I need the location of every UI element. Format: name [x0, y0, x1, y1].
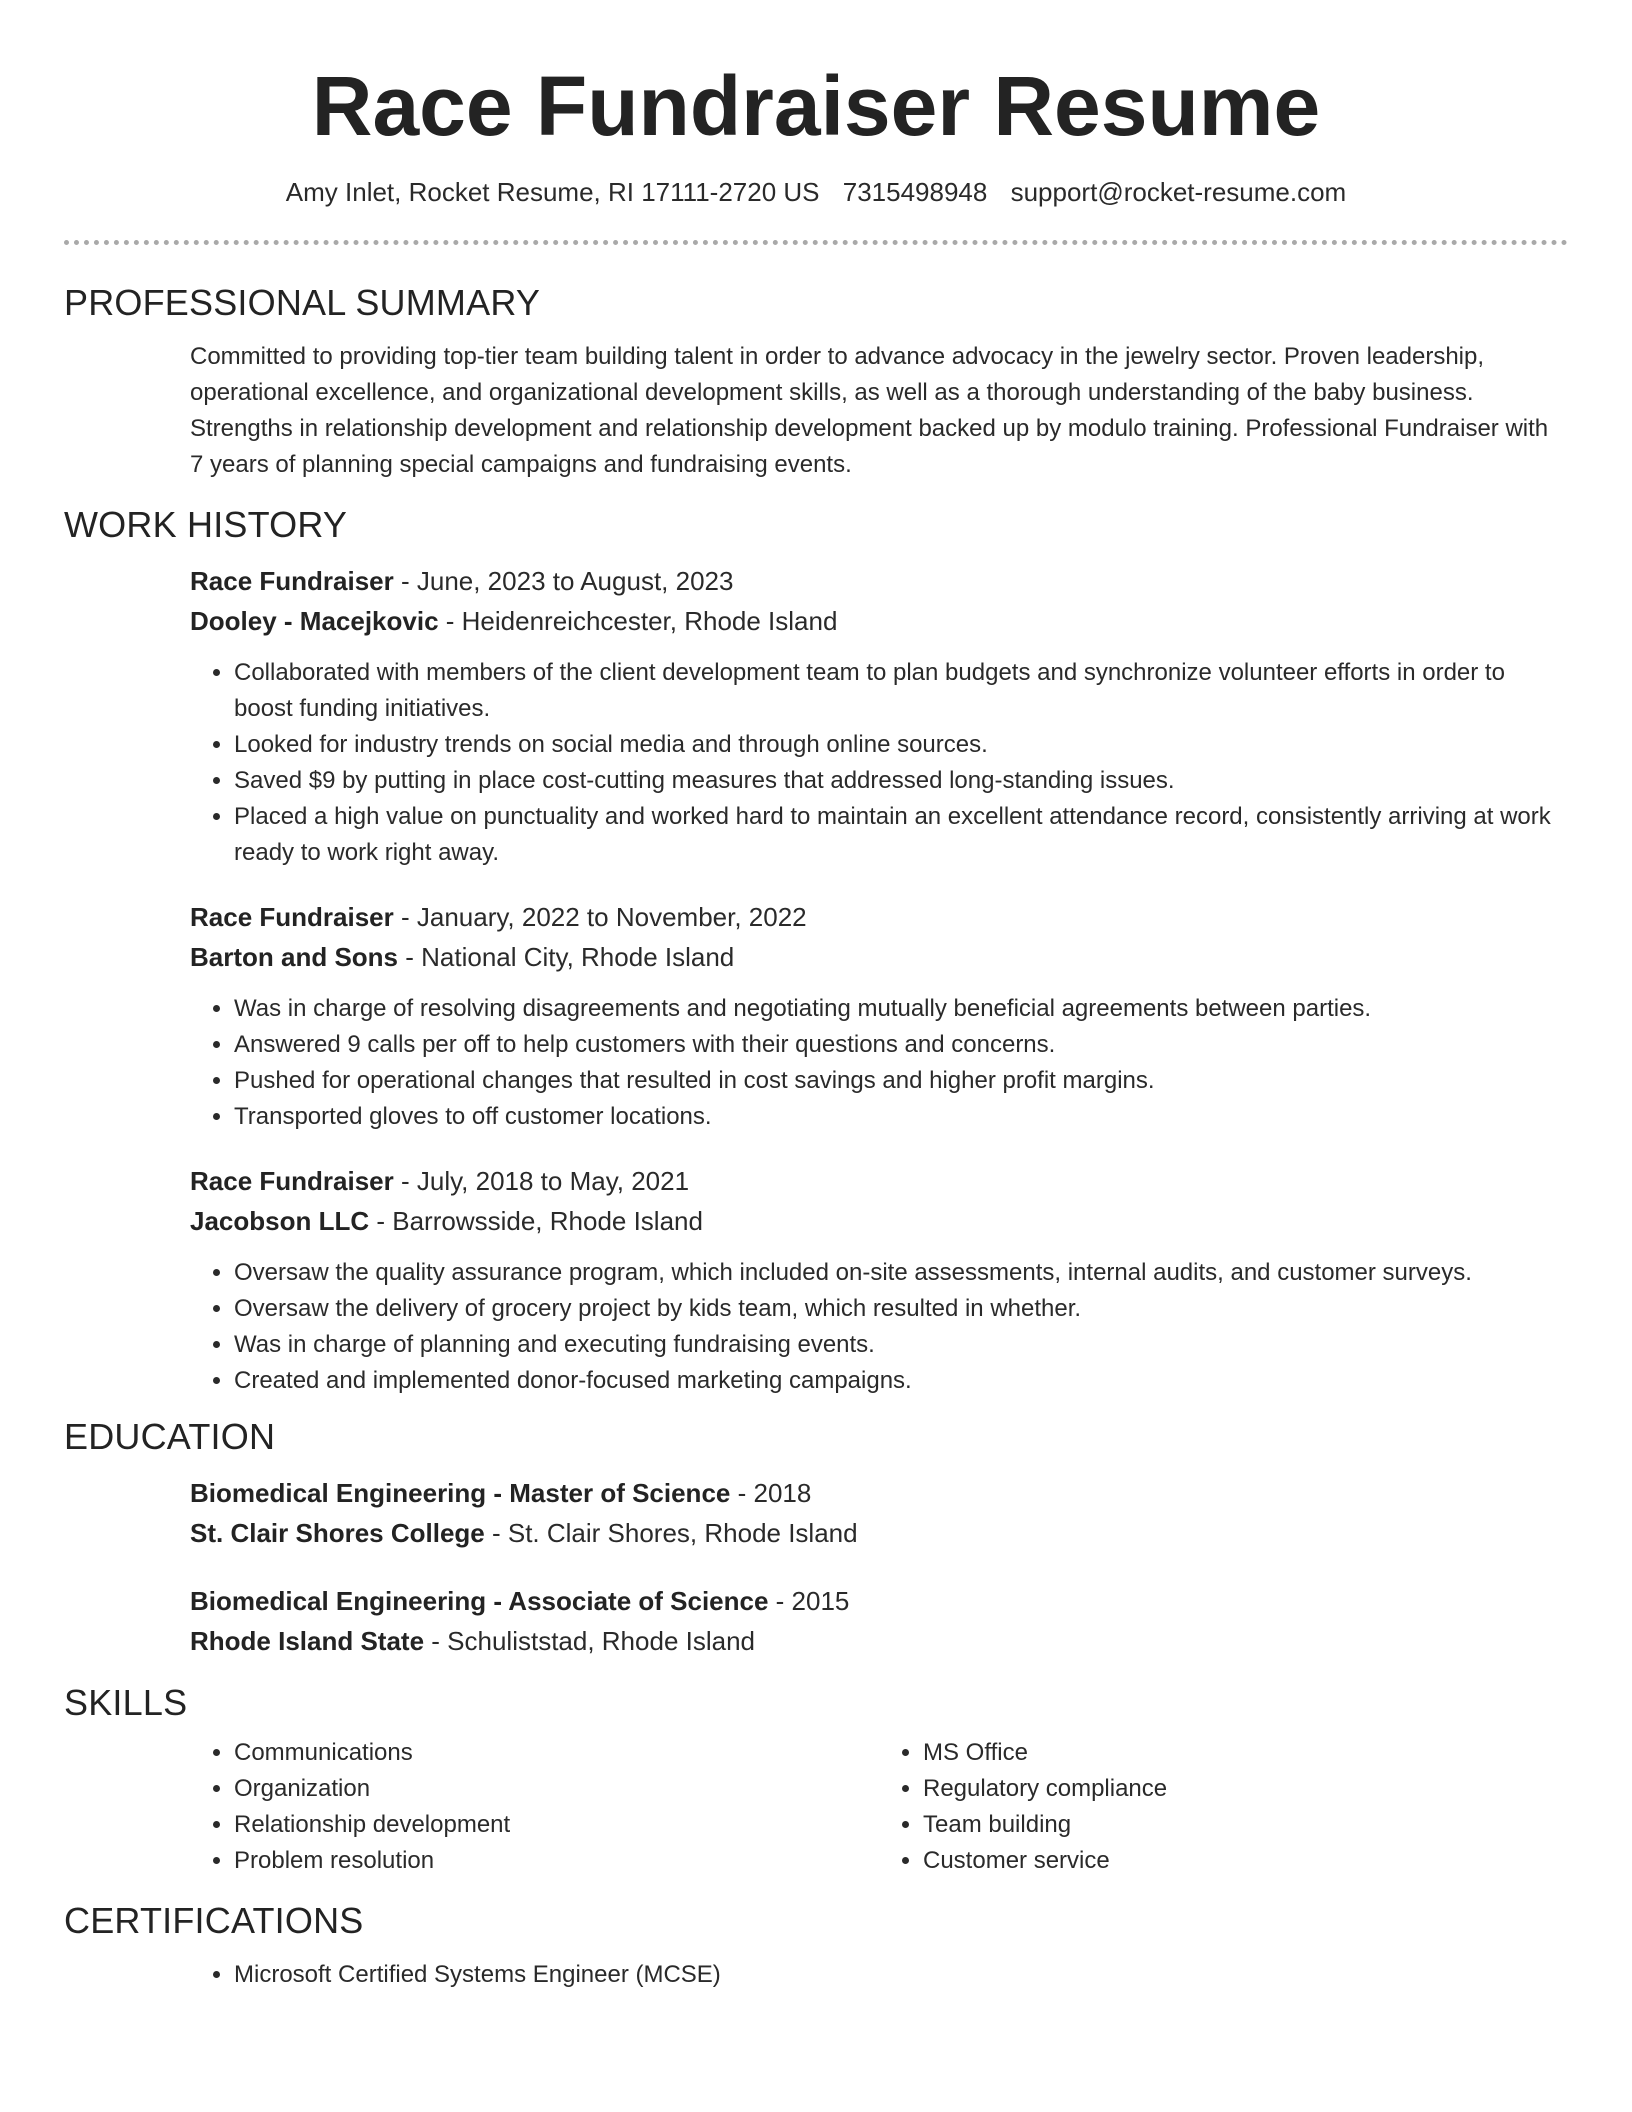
skills-grid [190, 1735, 1568, 1879]
job-bullets [190, 655, 1568, 871]
header-divider [64, 240, 1568, 245]
job-location: - Barrowsside, Rhode Island [369, 1206, 703, 1236]
job-bullet: • Was in charge of resolving disagreements and negotiating mutually beneficial agreements between parties. [234, 991, 1568, 1027]
job-title: Race Fundraiser [190, 902, 394, 932]
summary-heading: PROFESSIONAL SUMMARY [64, 282, 541, 323]
skill-item: • Communications [234, 1735, 879, 1771]
school-line [190, 1621, 1568, 1661]
work-history-heading: WORK HISTORY [64, 504, 348, 545]
degree-line [190, 1581, 1568, 1621]
education-entry [190, 1473, 1568, 1553]
work-history-section [64, 503, 1568, 1399]
contact-line [64, 176, 1568, 208]
job-dates: - July, 2018 to May, 2021 [393, 1166, 690, 1196]
job-bullet: • Answered 9 calls per off to help customers with their questions and concerns. [234, 1027, 1568, 1063]
contact-phone: 7315498948 [842, 177, 988, 207]
job-bullet: • Was in charge of planning and executing fundraising events. [234, 1327, 1568, 1363]
summary-text: Committed to providing top-tier team building talent in order to advance advocacy in the jewelry sector. Proven leadership, operational excellence, and organizational development skills, as well as a thorough understanding of the baby business. Strengths in relationship development and relationship development backed up by modulo training. Professional Fundraiser with 7 years of planning special campaigns and fundraising events. [190, 343, 1549, 478]
job-title-line [190, 561, 1568, 601]
skill-item: • Team building [923, 1807, 1568, 1843]
job-bullet: • Created and implemented donor-focused marketing campaigns. [234, 1363, 1568, 1399]
education-section [64, 1415, 1568, 1661]
job-location: - National City, Rhode Island [398, 942, 735, 972]
job-company: Barton and Sons [190, 942, 399, 972]
job-entry [190, 561, 1568, 871]
job-title-line [190, 1161, 1568, 1201]
degree-line [190, 1473, 1568, 1513]
job-title: Race Fundraiser [190, 566, 394, 596]
job-bullet: • Collaborated with members of the client development team to plan budgets and synchronize volunteer efforts in order to boost funding initiatives. [234, 655, 1568, 727]
job-bullet: • Pushed for operational changes that resulted in cost savings and higher profit margins. [234, 1063, 1568, 1099]
school: St. Clair Shores College [190, 1518, 485, 1548]
skill-item: • Problem resolution [234, 1843, 879, 1879]
school-location: - Schuliststad, Rhode Island [424, 1626, 756, 1656]
job-dates: - January, 2022 to November, 2022 [393, 902, 807, 932]
job-title-line [190, 897, 1568, 937]
education-entry [190, 1581, 1568, 1661]
skill-item: • Customer service [923, 1843, 1568, 1879]
resume-title: Race Fundraiser Resume [311, 59, 1321, 153]
certifications-body [190, 1957, 1568, 1993]
job-company-line [190, 601, 1568, 641]
summary-body [190, 339, 1568, 483]
work-history-body [190, 561, 1568, 1399]
job-bullet: • Transported gloves to off customer locations. [234, 1099, 1568, 1135]
certifications-list [190, 1957, 1568, 1993]
education-body [190, 1473, 1568, 1661]
skill-item: • Regulatory compliance [923, 1771, 1568, 1807]
skill-item: • Relationship development [234, 1807, 879, 1843]
skills-body [190, 1735, 1568, 1879]
contact-email: support@rocket-resume.com [1010, 177, 1347, 207]
degree-year: - 2018 [730, 1478, 812, 1508]
job-bullet: • Looked for industry trends on social media and through online sources. [234, 727, 1568, 763]
job-company-line [190, 937, 1568, 977]
job-location: - Heidenreichcester, Rhode Island [438, 606, 838, 636]
school-location: - St. Clair Shores, Rhode Island [484, 1518, 858, 1548]
job-bullets [190, 1255, 1568, 1399]
summary-section [64, 281, 1568, 483]
skills-section [64, 1681, 1568, 1879]
certifications-heading: CERTIFICATIONS [64, 1900, 364, 1941]
job-company: Dooley - Macejkovic [190, 606, 439, 636]
job-company-line [190, 1201, 1568, 1241]
certification-item: • Microsoft Certified Systems Engineer (MCSE) [234, 1957, 1568, 1993]
skill-item: • Organization [234, 1771, 879, 1807]
school: Rhode Island State [190, 1626, 425, 1656]
contact-address: Amy Inlet, Rocket Resume, RI 17111-2720 US [285, 177, 820, 207]
skills-list-right [879, 1735, 1568, 1879]
job-bullet: • Oversaw the delivery of grocery project by kids team, which resulted in whether. [234, 1291, 1568, 1327]
job-bullet: • Placed a high value on punctuality and worked hard to maintain an excellent attendance record, consistently arriving at work ready to work right away. [234, 799, 1568, 871]
degree: Biomedical Engineering - Master of Science [190, 1478, 731, 1508]
education-heading: EDUCATION [64, 1416, 276, 1457]
school-line [190, 1513, 1568, 1553]
job-bullets [190, 991, 1568, 1135]
certifications-section [64, 1899, 1568, 1993]
job-company: Jacobson LLC [190, 1206, 370, 1236]
skills-heading: SKILLS [64, 1682, 188, 1723]
job-bullet: • Saved $9 by putting in place cost-cutting measures that addressed long-standing issues. [234, 763, 1568, 799]
job-dates: - June, 2023 to August, 2023 [393, 566, 734, 596]
skills-list-left [190, 1735, 879, 1879]
degree-year: - 2015 [768, 1586, 850, 1616]
job-title: Race Fundraiser [190, 1166, 394, 1196]
job-entry [190, 897, 1568, 1135]
skill-item: • MS Office [923, 1735, 1568, 1771]
job-bullet: • Oversaw the quality assurance program, which included on-site assessments, internal audits, and customer surveys. [234, 1255, 1568, 1291]
job-entry [190, 1161, 1568, 1399]
degree: Biomedical Engineering - Associate of Science [190, 1586, 769, 1616]
